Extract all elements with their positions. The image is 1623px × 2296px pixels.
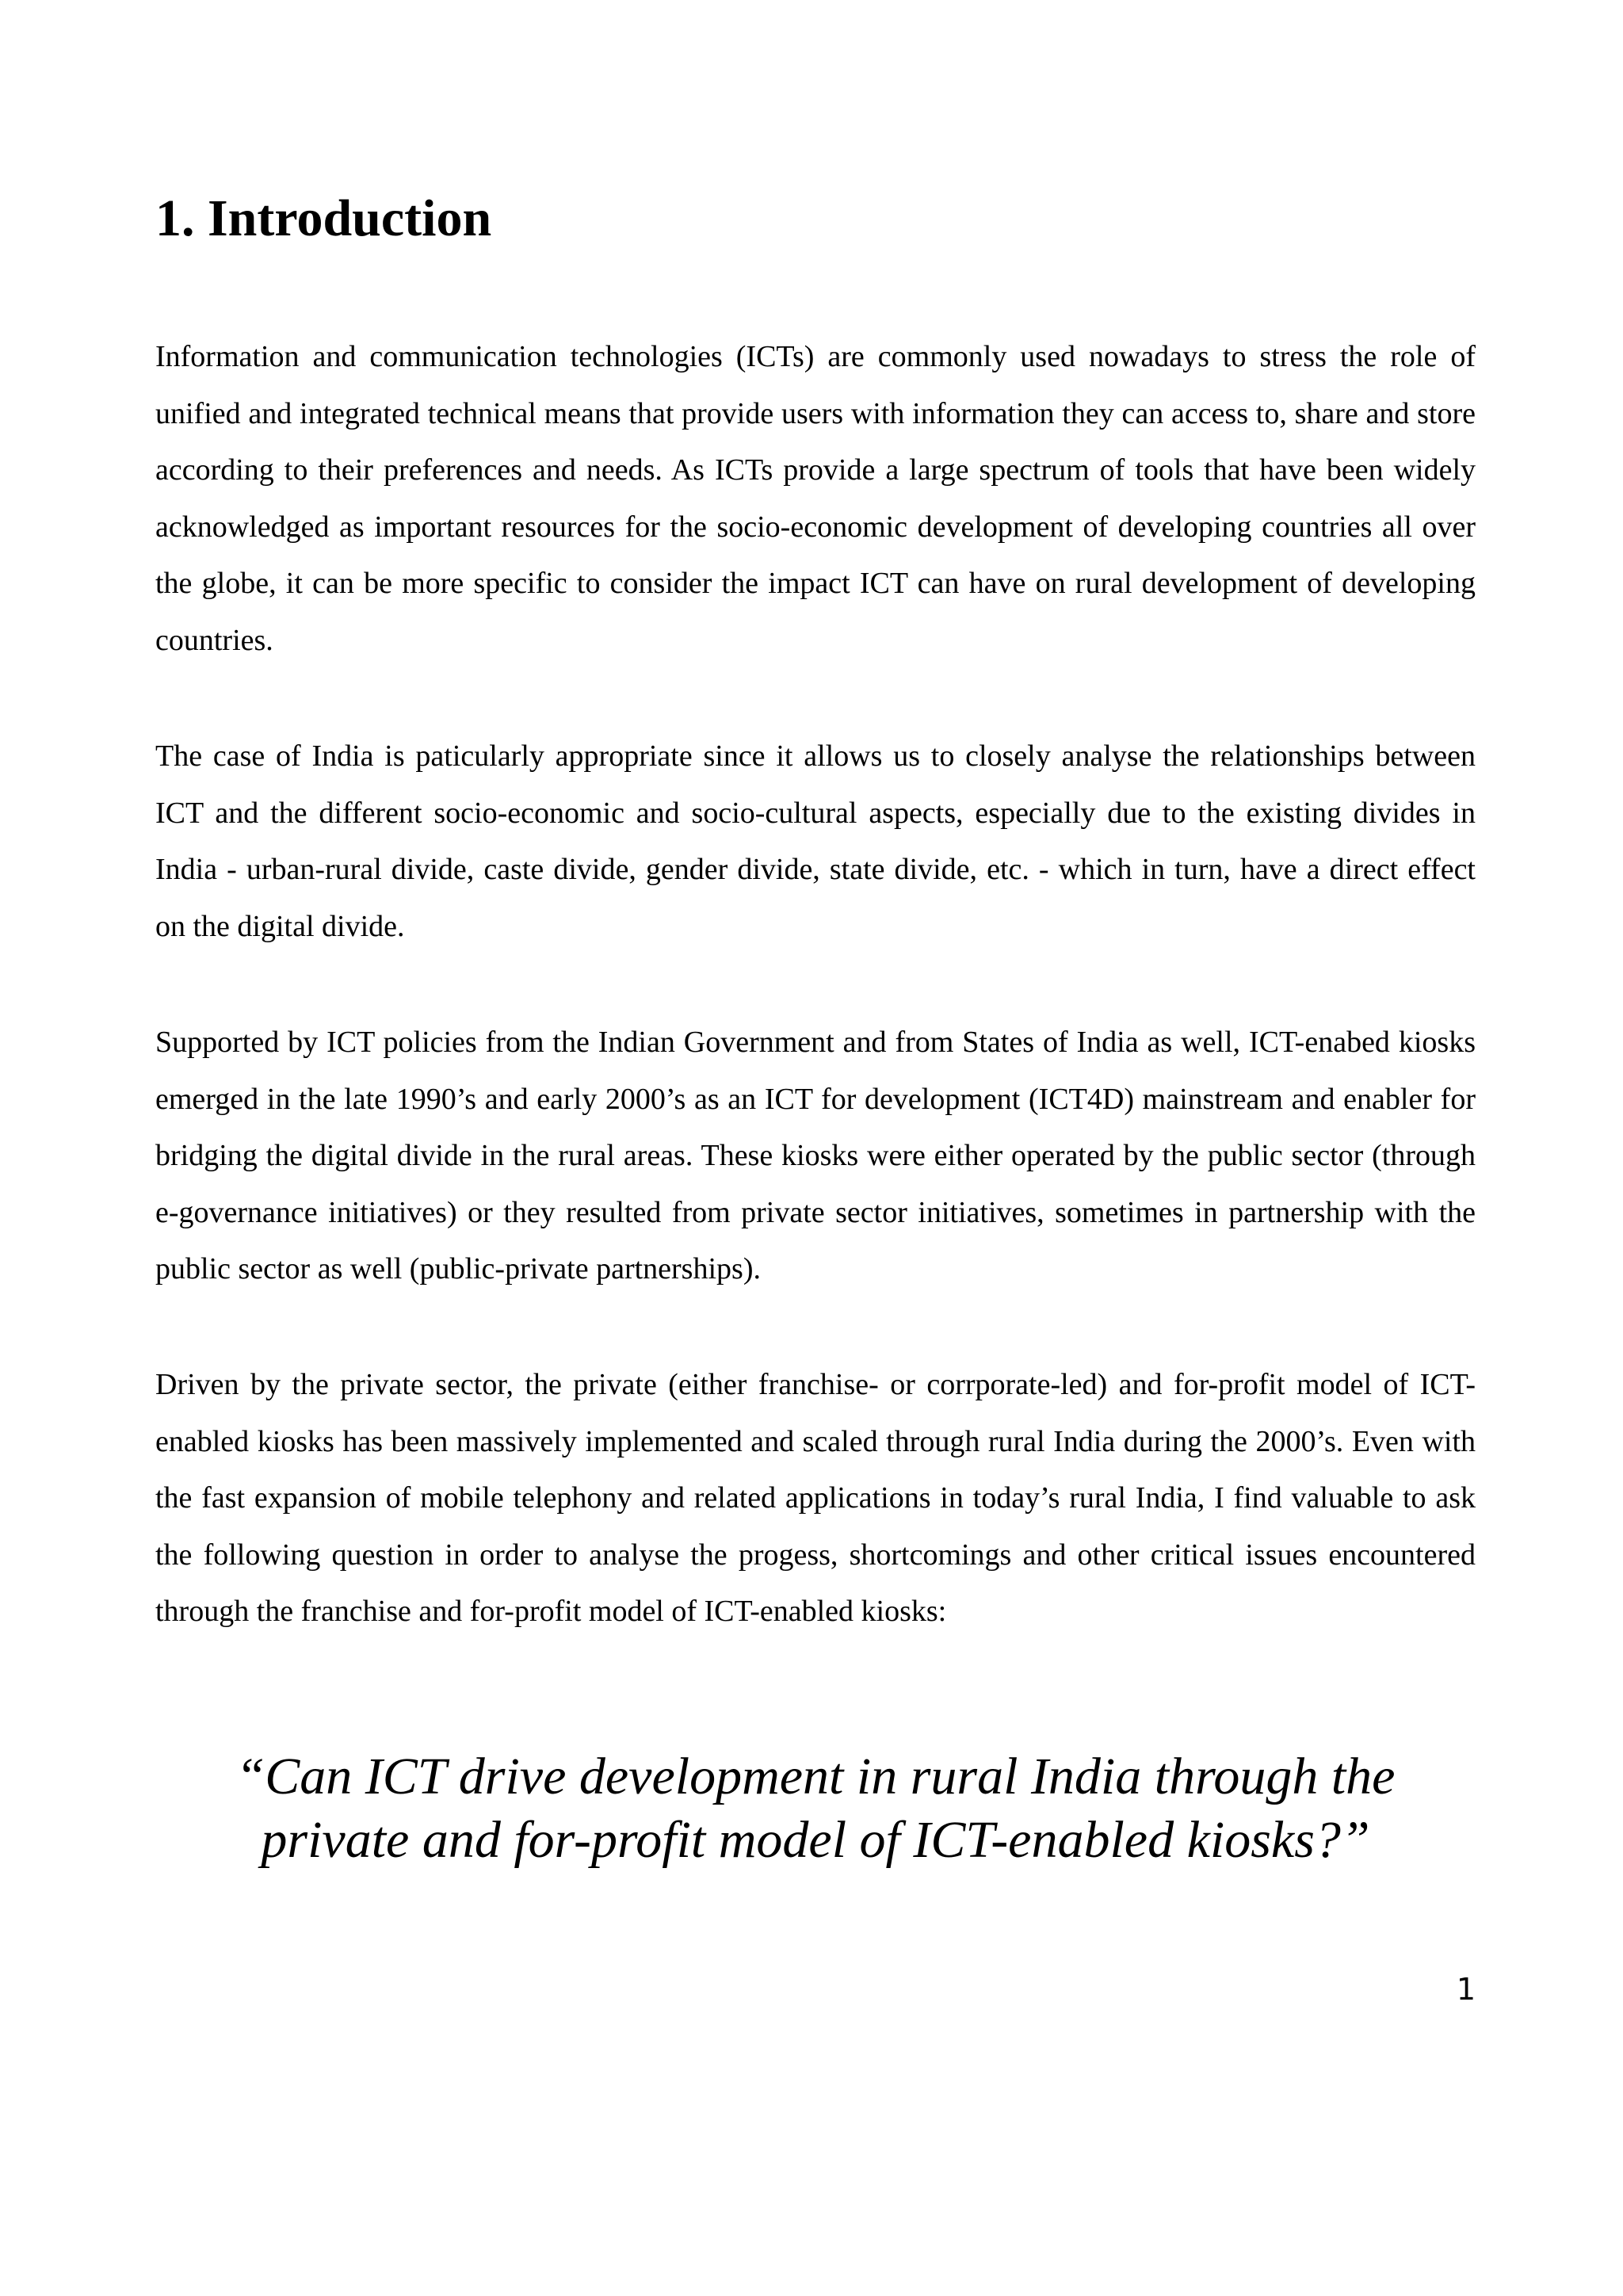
section-heading: 1. Introduction bbox=[155, 189, 492, 247]
page-number: 1 bbox=[1456, 1972, 1476, 2007]
paragraph-private-model: Driven by the private sector, the private (either franchise- or corrporate-led) and for-profit model of ICT-enabled kiosks has been massively implemented and scaled through rural India during the 2000’s. Even with the fast expansion of mobile telephony and related applications in today’s rural India, I find valuable to ask the following question in order to analyse the progess, shortcomings and other critical issues encountered through the franchise and for-profit model of ICT-enabled kiosks: bbox=[155, 1368, 1476, 1628]
paragraph-intro-icts: Information and communication technologies (ICTs) are commonly used nowadays to stress the role of unified and integrated technical means that provide users with information they can access to, share and store according to their preferences and needs. As ICTs provide a large spectrum of tools that have been widely acknowledged as important resources for the socio-economic development of developing countries all over the globe, it can be more specific to consider the impact ICT can have on rural development of developing countries. bbox=[155, 340, 1476, 657]
research-question-line-1: “Can ICT drive development in rural India through the bbox=[235, 1748, 1396, 1805]
paragraph-ict-kiosks: Supported by ICT policies from the Indian Government and from States of India as well, ICT-enabed kiosks emerged in the late 1990’s and early 2000’s as an ICT for development (ICT4D) mainstream and enabler for bridging the digital divide in the rural areas. These kiosks were either operated by the public sector (through e-governance initiatives) or they resulted from private sector initiatives, sometimes in partnership with the public sector as well (public-private partnerships). bbox=[155, 1026, 1476, 1286]
paragraph-india-case: The case of India is paticularly appropriate since it allows us to closely analyse the relationships between ICT and the different socio-economic and socio-cultural aspects, especially due to the existing divides in India - urban-rural divide, caste divide, gender divide, state divide, etc. - which in turn, have a direct effect on the digital divide. bbox=[155, 739, 1476, 943]
research-question-line-2: private and for-profit model of ICT-enabled kiosks?” bbox=[261, 1811, 1370, 1869]
research-question bbox=[155, 1745, 1476, 1872]
